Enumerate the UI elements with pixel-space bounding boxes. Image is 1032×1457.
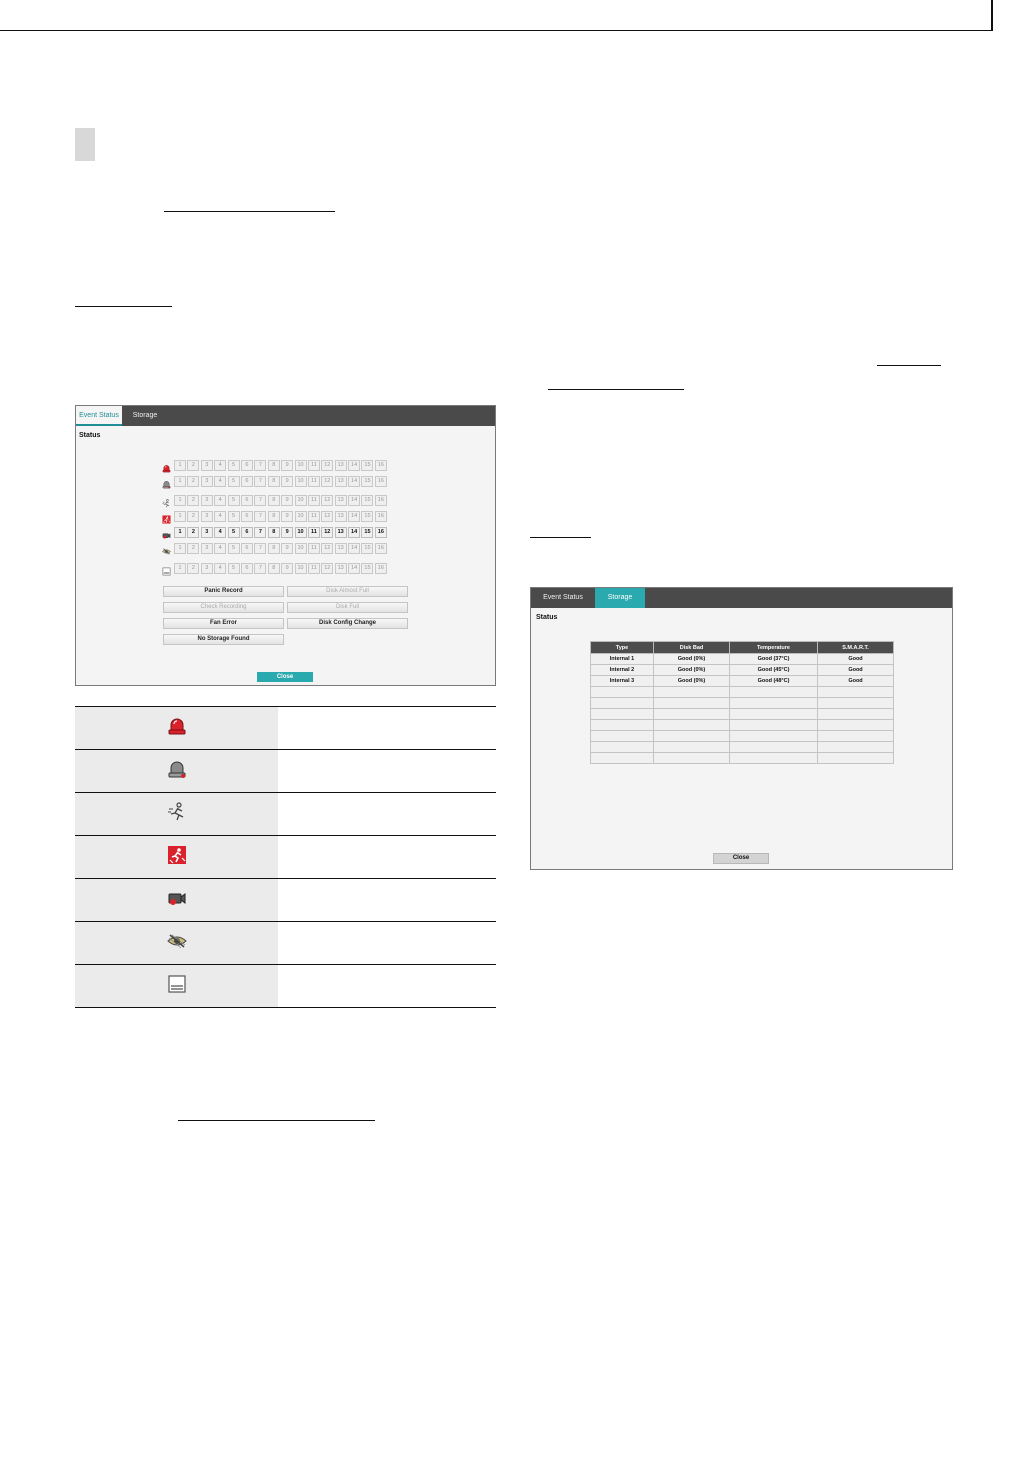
channel-indicator: 2	[187, 495, 199, 506]
channel-indicator: 8	[268, 476, 280, 487]
channel-indicator: 13	[335, 563, 347, 574]
table-cell	[654, 720, 730, 731]
channel-indicator: 9	[281, 476, 293, 487]
channel-indicator: 9	[281, 511, 293, 522]
table-cell	[818, 687, 894, 698]
channel-indicator: 3	[201, 563, 213, 574]
legend-row	[75, 965, 496, 1008]
text-underline	[164, 211, 335, 212]
channel-indicator: 4	[214, 460, 226, 471]
legend-icon-cell	[75, 793, 278, 835]
channel-row	[174, 527, 388, 538]
table-cell: Good	[818, 665, 894, 676]
channel-indicator: 12	[321, 511, 333, 522]
channel-indicator: 6	[241, 527, 253, 538]
channel-row	[174, 543, 388, 554]
channel-indicator: 1	[174, 563, 186, 574]
channel-indicator: 16	[375, 543, 387, 554]
table-cell	[591, 720, 654, 731]
text-underline	[75, 306, 172, 307]
channel-indicator: 3	[201, 527, 213, 538]
channel-row	[174, 460, 388, 471]
channel-indicator: 16	[375, 460, 387, 471]
channel-indicator: 15	[361, 460, 373, 471]
channel-indicator: 9	[281, 460, 293, 471]
channel-indicator: 7	[254, 543, 266, 554]
channel-indicator: 7	[254, 563, 266, 574]
table-cell	[730, 698, 818, 709]
page-header-rule	[0, 0, 1032, 32]
status-label: Status	[536, 614, 558, 621]
status-button[interactable]: Fan Error	[163, 618, 284, 629]
status-label: Status	[79, 432, 101, 439]
legend-row	[75, 922, 496, 965]
channel-indicator: 5	[228, 543, 240, 554]
channel-indicator: 9	[281, 563, 293, 574]
channel-row	[174, 476, 388, 487]
storage-table	[590, 641, 894, 764]
channel-indicator: 6	[241, 460, 253, 471]
channel-indicator: 8	[268, 543, 280, 554]
channel-indicator: 5	[228, 495, 240, 506]
table-cell	[654, 731, 730, 742]
channel-indicator: 14	[348, 543, 360, 554]
text-underline	[877, 365, 941, 366]
channel-indicator: 9	[281, 543, 293, 554]
status-button[interactable]: Disk Almost Full	[287, 586, 408, 597]
table-cell: Internal 2	[591, 665, 654, 676]
channel-indicator: 12	[321, 527, 333, 538]
channel-indicator: 5	[228, 563, 240, 574]
text-underline	[178, 1120, 375, 1121]
close-button[interactable]: Close	[257, 672, 313, 682]
table-cell	[654, 687, 730, 698]
channel-indicator: 13	[335, 495, 347, 506]
legend-icon-cell	[75, 965, 278, 1007]
column-header[interactable]: Temperature	[730, 642, 818, 654]
channel-indicator: 4	[214, 476, 226, 487]
table-cell	[591, 742, 654, 753]
legend-row	[75, 750, 496, 793]
channel-indicator: 8	[268, 563, 280, 574]
channel-indicator: 3	[201, 460, 213, 471]
channel-indicator: 8	[268, 527, 280, 538]
alarm-in-red-icon	[167, 716, 187, 741]
dialog-titlebar	[531, 588, 952, 608]
text-underline	[548, 389, 684, 390]
storage-status-dialog	[530, 587, 953, 870]
alarm-in-gray-icon	[162, 476, 171, 487]
legend-row	[75, 793, 496, 836]
channel-indicator: 12	[321, 495, 333, 506]
trip-zone-icon	[162, 511, 171, 522]
table-row-empty	[591, 720, 894, 731]
channel-indicator: 14	[348, 495, 360, 506]
channel-indicator: 3	[201, 511, 213, 522]
tab-event-status[interactable]: Event Status	[76, 406, 122, 426]
channel-indicator: 6	[241, 563, 253, 574]
alarm-in-gray-icon	[167, 759, 187, 784]
table-cell: Good (0%)	[654, 676, 730, 687]
status-button[interactable]: Check Recording	[163, 602, 284, 613]
channel-indicator: 16	[375, 563, 387, 574]
table-row[interactable]	[591, 665, 894, 676]
channel-indicator: 14	[348, 527, 360, 538]
legend-icon-cell	[75, 879, 278, 921]
status-button[interactable]: Disk Config Change	[287, 618, 408, 629]
video-blind-icon	[162, 543, 171, 554]
legend-description-cell	[278, 793, 496, 835]
table-cell: Good	[818, 676, 894, 687]
channel-row	[174, 563, 388, 574]
alarm-in-red-icon	[162, 460, 171, 471]
dialog-body	[76, 426, 495, 685]
channel-row	[174, 511, 388, 522]
status-button[interactable]: No Storage Found	[163, 634, 284, 645]
table-cell: Internal 3	[591, 676, 654, 687]
video-loss-icon	[167, 888, 187, 913]
channel-indicator: 2	[187, 460, 199, 471]
channel-indicator: 11	[308, 511, 320, 522]
channel-indicator: 7	[254, 495, 266, 506]
channel-indicator: 10	[295, 495, 307, 506]
text-in-icon	[167, 974, 187, 999]
table-cell: Internal 1	[591, 654, 654, 665]
table-cell	[730, 742, 818, 753]
table-row-empty	[591, 709, 894, 720]
table-cell	[591, 731, 654, 742]
legend-row	[75, 879, 496, 922]
channel-indicator: 4	[214, 511, 226, 522]
channel-indicator: 2	[187, 563, 199, 574]
table-cell	[818, 720, 894, 731]
channel-indicator: 12	[321, 476, 333, 487]
table-row-empty	[591, 753, 894, 764]
channel-indicator: 6	[241, 543, 253, 554]
channel-indicator: 16	[375, 527, 387, 538]
trip-zone-icon	[167, 845, 187, 870]
table-cell	[818, 753, 894, 764]
tab-storage[interactable]: Storage	[132, 412, 158, 419]
legend-icon-cell	[75, 750, 278, 792]
column-header[interactable]: S.M.A.R.T.	[818, 642, 894, 654]
table-cell	[654, 709, 730, 720]
legend-description-cell	[278, 836, 496, 878]
channel-indicator: 1	[174, 511, 186, 522]
legend-description-cell	[278, 879, 496, 921]
event-status-dialog	[75, 405, 496, 686]
table-row[interactable]	[591, 676, 894, 687]
table-cell: Good (37°C)	[730, 654, 818, 665]
legend-description-cell	[278, 750, 496, 792]
channel-indicator: 1	[174, 460, 186, 471]
icon-legend-table	[75, 706, 496, 1008]
channel-indicator: 14	[348, 460, 360, 471]
channel-indicator: 11	[308, 476, 320, 487]
channel-indicator: 11	[308, 460, 320, 471]
tab-storage[interactable]: Storage	[595, 588, 645, 608]
channel-indicator: 5	[228, 460, 240, 471]
channel-indicator: 10	[295, 511, 307, 522]
channel-indicator: 13	[335, 511, 347, 522]
table-cell	[818, 742, 894, 753]
channel-indicator: 4	[214, 527, 226, 538]
table-cell	[730, 709, 818, 720]
dialog-titlebar	[76, 406, 495, 426]
table-cell	[591, 698, 654, 709]
table-row-empty	[591, 742, 894, 753]
legend-description-cell	[278, 922, 496, 964]
table-cell	[591, 687, 654, 698]
table-cell	[730, 687, 818, 698]
table-cell	[730, 753, 818, 764]
video-loss-icon	[162, 527, 171, 538]
channel-indicator: 7	[254, 476, 266, 487]
video-blind-icon	[167, 931, 187, 956]
channel-indicator: 4	[214, 543, 226, 554]
channel-indicator: 1	[174, 527, 186, 538]
legend-row	[75, 836, 496, 879]
channel-indicator: 13	[335, 476, 347, 487]
status-button[interactable]: Disk Full	[287, 602, 408, 613]
table-cell: Good	[818, 654, 894, 665]
legend-icon-cell	[75, 836, 278, 878]
channel-indicator: 1	[174, 476, 186, 487]
channel-indicator: 10	[295, 460, 307, 471]
table-cell	[654, 753, 730, 764]
channel-indicator: 13	[335, 543, 347, 554]
channel-indicator: 12	[321, 563, 333, 574]
table-cell: Good (0%)	[654, 665, 730, 676]
channel-indicator: 10	[295, 563, 307, 574]
table-row-empty	[591, 731, 894, 742]
column-header[interactable]: Disk Bad	[654, 642, 730, 654]
motion-icon	[162, 495, 171, 506]
channel-indicator: 15	[361, 563, 373, 574]
legend-icon-cell	[75, 707, 278, 749]
channel-indicator: 14	[348, 563, 360, 574]
channel-indicator: 10	[295, 543, 307, 554]
table-cell	[591, 709, 654, 720]
channel-indicator: 14	[348, 476, 360, 487]
section-marker	[75, 128, 95, 161]
channel-indicator: 7	[254, 527, 266, 538]
text-in-icon	[162, 563, 171, 574]
channel-indicator: 3	[201, 476, 213, 487]
channel-indicator: 5	[228, 476, 240, 487]
table-cell	[654, 742, 730, 753]
channel-indicator: 1	[174, 543, 186, 554]
channel-indicator: 10	[295, 527, 307, 538]
channel-indicator: 15	[361, 511, 373, 522]
channel-indicator: 9	[281, 527, 293, 538]
table-cell: Good (0%)	[654, 654, 730, 665]
channel-indicator: 8	[268, 511, 280, 522]
table-cell: Good (48°C)	[730, 676, 818, 687]
channel-indicator: 8	[268, 460, 280, 471]
channel-indicator: 9	[281, 495, 293, 506]
channel-indicator: 1	[174, 495, 186, 506]
channel-indicator: 16	[375, 511, 387, 522]
table-cell	[730, 720, 818, 731]
legend-description-cell	[278, 965, 496, 1007]
channel-indicator: 12	[321, 543, 333, 554]
channel-indicator: 2	[187, 543, 199, 554]
channel-indicator: 5	[228, 511, 240, 522]
dialog-body	[531, 608, 952, 869]
channel-indicator: 7	[254, 511, 266, 522]
channel-indicator: 6	[241, 495, 253, 506]
motion-icon	[167, 802, 187, 827]
channel-indicator: 11	[308, 495, 320, 506]
channel-indicator: 2	[187, 511, 199, 522]
channel-indicator: 15	[361, 495, 373, 506]
channel-indicator: 16	[375, 495, 387, 506]
channel-indicator: 3	[201, 543, 213, 554]
channel-indicator: 2	[187, 476, 199, 487]
channel-indicator: 14	[348, 511, 360, 522]
channel-indicator: 8	[268, 495, 280, 506]
table-row[interactable]	[591, 654, 894, 665]
channel-indicator: 4	[214, 495, 226, 506]
channel-indicator: 16	[375, 476, 387, 487]
channel-indicator: 10	[295, 476, 307, 487]
channel-indicator: 13	[335, 527, 347, 538]
channel-indicator: 11	[308, 563, 320, 574]
table-cell	[654, 698, 730, 709]
legend-description-cell	[278, 707, 496, 749]
table-cell	[818, 698, 894, 709]
status-button[interactable]: Panic Record	[163, 586, 284, 597]
channel-indicator: 4	[214, 563, 226, 574]
channel-indicator: 15	[361, 543, 373, 554]
channel-indicator: 11	[308, 527, 320, 538]
table-cell	[591, 753, 654, 764]
channel-indicator: 15	[361, 527, 373, 538]
channel-indicator: 12	[321, 460, 333, 471]
channel-indicator: 15	[361, 476, 373, 487]
channel-indicator: 7	[254, 460, 266, 471]
channel-indicator: 5	[228, 527, 240, 538]
channel-row	[174, 495, 388, 506]
table-cell	[730, 731, 818, 742]
legend-row	[75, 707, 496, 750]
channel-indicator: 6	[241, 511, 253, 522]
table-cell	[818, 731, 894, 742]
close-button[interactable]: Close	[713, 853, 769, 864]
table-cell	[818, 709, 894, 720]
channel-indicator: 3	[201, 495, 213, 506]
channel-indicator: 2	[187, 527, 199, 538]
column-header[interactable]: Type	[591, 642, 654, 654]
table-cell: Good (45°C)	[730, 665, 818, 676]
text-underline	[530, 537, 591, 538]
table-row-empty	[591, 687, 894, 698]
channel-indicator: 11	[308, 543, 320, 554]
channel-indicator: 13	[335, 460, 347, 471]
legend-icon-cell	[75, 922, 278, 964]
channel-indicator: 6	[241, 476, 253, 487]
tab-event-status[interactable]: Event Status	[543, 594, 583, 601]
table-row-empty	[591, 698, 894, 709]
